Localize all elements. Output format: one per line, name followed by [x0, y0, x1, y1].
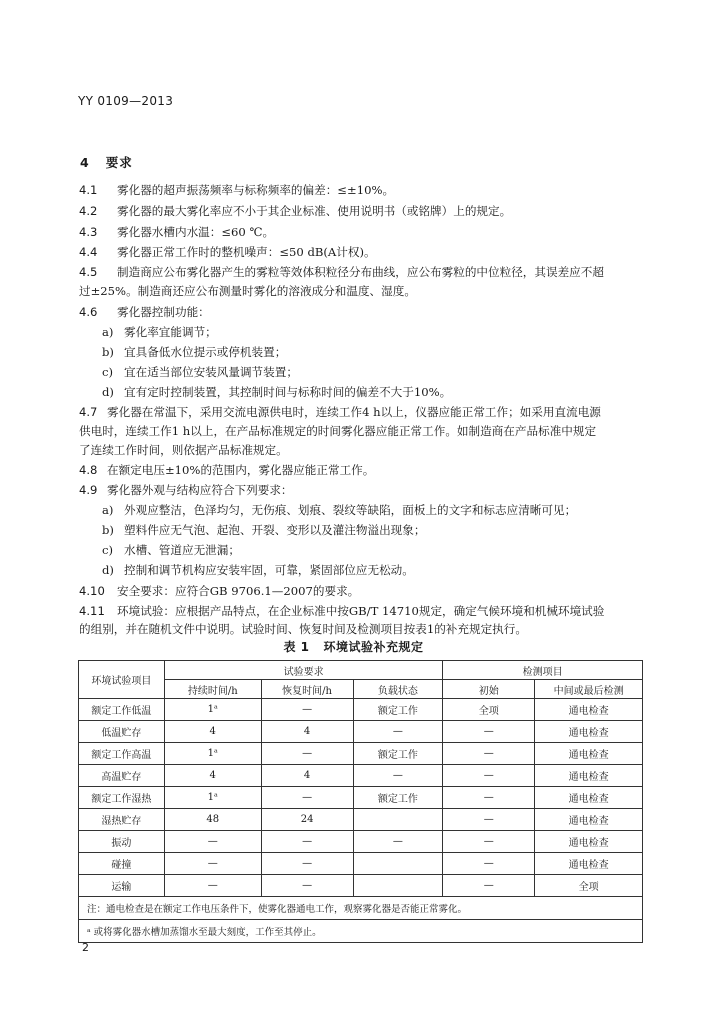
clause-4-7-cont: 了连续工作时间，则依据产品标准规定。	[79, 443, 288, 457]
clause-4-9: 4.9 雾化器外观与结构应符合下列要求：	[79, 483, 293, 497]
table-note-row	[79, 897, 643, 920]
header-cell: 负载状态	[353, 680, 443, 699]
table-footnote: ᵃ 或将雾化器水槽加蒸馏水至最大刻度，工作至其停止。	[79, 920, 643, 943]
clause-4-11-cont: 的组别，并在随机文件中说明。试验时间、恢复时间及检测项目按表1的补充规定执行。	[79, 622, 527, 636]
list-item: c) 水槽、管道应无泄漏；	[102, 543, 240, 557]
section-number: 4	[80, 155, 90, 170]
clause-4-1: 4.1 雾化器的超声振荡频率与标称频率的偏差：≤±10%。	[79, 183, 395, 197]
table-row: 低温贮存 4 4 — — 通电检查	[79, 721, 643, 743]
list-item: d) 控制和调节机构应安装牢固，可靠，紧固部位应无松动。	[102, 563, 414, 577]
table-row: 湿热贮存 48 24 — 通电检查	[79, 809, 643, 831]
table-row: 高温贮存 4 4 — — 通电检查	[79, 765, 643, 787]
list-item: a) 雾化率宜能调节；	[102, 325, 217, 339]
table-note: 注：通电检查是在额定工作电压条件下，使雾化器通电工作，观察雾化器是否能正常雾化。	[79, 897, 643, 920]
clause-4-7: 4.7 雾化器在常温下，采用交流电源供电时，连续工作4 h以上，仪器应能正常工作；如采用直流电源	[79, 405, 601, 419]
clause-4-6: 4.6 雾化器控制功能：	[79, 305, 210, 319]
header-cell: 持续时间/h	[164, 680, 261, 699]
standard-code: YY 0109—2013	[78, 94, 174, 108]
environment-test-table	[78, 660, 643, 943]
clause-4-8: 4.8 在额定电压±10%的范围内，雾化器应能正常工作。	[79, 463, 375, 477]
clause-4-10: 4.10 安全要求：应符合GB 9706.1—2007的要求。	[79, 584, 360, 598]
table-row: 额定工作湿热 1ᵃ — 额定工作 — 通电检查	[79, 787, 643, 809]
header-cell: 环境试验项目	[79, 661, 165, 699]
header-cell: 检测项目	[443, 661, 643, 680]
header-cell: 试验要求	[164, 661, 443, 680]
table-footnote-row	[79, 920, 643, 943]
table-caption	[0, 638, 707, 655]
table-row: 额定工作高温 1ᵃ — 额定工作 — 通电检查	[79, 743, 643, 765]
list-item: b) 宜具备低水位提示或停机装置；	[102, 345, 287, 359]
section-heading	[80, 153, 133, 171]
header-cell: 恢复时间/h	[261, 680, 353, 699]
clause-4-5-cont: 过±25%。制造商还应公布测量时雾化的溶液成分和温度、湿度。	[79, 284, 416, 298]
clause-4-4: 4.4 雾化器正常工作时的整机噪声：≤50 dB(A计权)。	[79, 245, 376, 259]
clause-4-2: 4.2 雾化器的最大雾化率应不小于其企业标准、使用说明书（或铭牌）上的规定。	[79, 204, 512, 218]
header-cell: 中间或最后检测	[535, 680, 643, 699]
clause-4-3: 4.3 雾化器水槽内水温：≤60 ℃。	[79, 225, 275, 239]
table-header-row	[79, 661, 643, 680]
clause-4-7-cont: 供电时，连续工作1 h以上，在产品标准规定的时间雾化器应能正常工作。如制造商在产品标准中规定	[79, 424, 597, 438]
list-item: c) 宜在适当部位安装风量调节装置；	[102, 365, 298, 379]
clause-4-5: 4.5 制造商应公布雾化器产生的雾粒等效体积粒径分布曲线，应公布雾粒的中位粒径，其误差应不超	[79, 265, 604, 279]
list-item: a) 外观应整洁，色泽均匀，无伤痕、划痕、裂纹等缺陷，面板上的文字和标志应清晰可见；	[102, 503, 577, 517]
list-item: b) 塑料件应无气泡、起泡、开裂、变形以及灌注物溢出现象；	[102, 523, 426, 537]
table-row: 额定工作低温 1ᵃ — 额定工作 全项 通电检查	[79, 699, 643, 721]
clause-4-11: 4.11 环境试验：应根据产品特点，在企业标准中按GB/T 14710规定，确定气候环境和机械环境试验	[79, 604, 605, 618]
table-title: 环境试验补充规定	[323, 640, 424, 654]
table-number: 表 1	[283, 640, 310, 654]
table-row: 运输 — — — 全项	[79, 875, 643, 897]
header-cell: 初始	[443, 680, 535, 699]
table-row: 碰撞 — — — 通电检查	[79, 853, 643, 875]
section-title: 要求	[105, 155, 133, 170]
table-row: 振动 — — — — 通电检查	[79, 831, 643, 853]
list-item: d) 宜有定时控制装置，其控制时间与标称时间的偏差不大于10%。	[102, 385, 452, 399]
page-number: 2	[82, 941, 89, 954]
